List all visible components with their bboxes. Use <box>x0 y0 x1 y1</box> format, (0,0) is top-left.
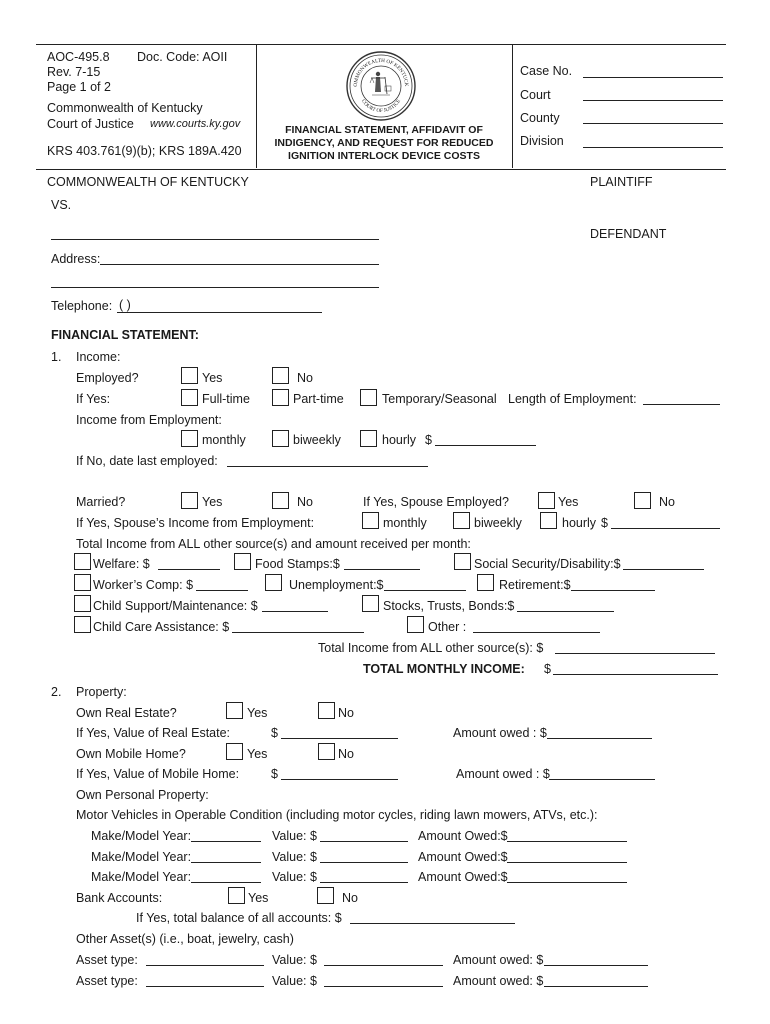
form-number: AOC-495.8 <box>47 50 110 64</box>
total-balance-label: If Yes, total balance of all accounts: $ <box>136 911 342 925</box>
asset-2-value-label: Value: $ <box>272 974 317 988</box>
length-of-employment-label: Length of Employment: <box>508 392 637 406</box>
asset-1-value-field[interactable] <box>324 965 443 966</box>
other-source-checkbox[interactable] <box>407 616 424 633</box>
address-field-line-1[interactable] <box>100 264 379 265</box>
defendant-name-field[interactable] <box>51 239 379 240</box>
workers-comp-amount-field[interactable] <box>196 590 248 591</box>
form-title-line-1: FINANCIAL STATEMENT, AFFIDAVIT OF <box>285 124 483 136</box>
spouse-income-monthly-checkbox[interactable] <box>362 512 379 529</box>
court-label: Court <box>520 88 551 102</box>
bank-accounts-yes-checkbox[interactable] <box>228 887 245 904</box>
financial-statement-heading: FINANCIAL STATEMENT: <box>51 328 199 342</box>
social-security-label: Social Security/Disability:$ <box>474 557 621 571</box>
spouse-income-monthly-label: monthly <box>383 516 427 530</box>
asset-1-amount-owed-label: Amount owed: $ <box>453 953 544 967</box>
spouse-income-amount-field[interactable] <box>611 528 720 529</box>
spouse-employed-yes-label: Yes <box>558 495 579 509</box>
vehicle-2-make-model-label: Make/Model Year: <box>91 850 192 864</box>
spouse-employed-no-label: No <box>659 495 675 509</box>
retirement-label: Retirement:$ <box>499 578 571 592</box>
mobile-home-no-label: No <box>338 747 354 761</box>
telephone-field[interactable] <box>117 312 322 313</box>
employed-yes-label: Yes <box>202 371 223 385</box>
address-field-line-2[interactable] <box>51 287 379 288</box>
spouse-employed-no-checkbox[interactable] <box>634 492 651 509</box>
other-source-field[interactable] <box>473 632 600 633</box>
income-monthly-label: monthly <box>202 433 246 447</box>
asset-2-value-field[interactable] <box>324 986 443 987</box>
workers-comp-checkbox[interactable] <box>74 574 91 591</box>
vehicle-3-value-label: Value: $ <box>272 870 317 884</box>
total-all-other-amount-field[interactable] <box>555 653 715 654</box>
vehicle-3-amount-owed-field[interactable] <box>507 882 627 883</box>
income-biweekly-label: biweekly <box>293 433 341 447</box>
page-number: Page 1 of 2 <box>47 80 111 94</box>
division-field[interactable] <box>583 147 723 148</box>
married-yes-checkbox[interactable] <box>181 492 198 509</box>
spouse-income-biweekly-checkbox[interactable] <box>453 512 470 529</box>
own-real-estate-label: Own Real Estate? <box>76 706 177 720</box>
social-security-checkbox[interactable] <box>454 553 471 570</box>
length-of-employment-field[interactable] <box>643 404 720 405</box>
income-biweekly-checkbox[interactable] <box>272 430 289 447</box>
section-1-number: 1. <box>51 350 62 364</box>
vehicle-2-amount-owed-field[interactable] <box>507 862 627 863</box>
vehicle-3-amount-owed-label: Amount Owed:$ <box>418 870 508 884</box>
vehicle-1-make-model-field[interactable] <box>191 841 261 842</box>
value-real-estate-label: If Yes, Value of Real Estate: <box>76 726 231 740</box>
svg-text:COMMONWEALTH OF KENTUCKY: OMMONWEALTH OF KENTUCK <box>352 57 410 87</box>
other-assets-label: Other Asset(s) (i.e., boat, jewelry, cash) <box>76 932 294 946</box>
mobile-home-amount-owed-field[interactable] <box>549 779 655 780</box>
married-yes-label: Yes <box>202 495 223 509</box>
header-divider-right <box>512 44 513 168</box>
vehicle-3-make-model-label: Make/Model Year: <box>91 870 192 884</box>
stocks-trusts-bonds-amount-field[interactable] <box>517 611 614 612</box>
welfare-amount-field[interactable] <box>158 569 220 570</box>
child-support-amount-field[interactable] <box>262 611 328 612</box>
spouse-income-label: If Yes, Spouse’s Income from Employment: <box>76 516 315 530</box>
real-estate-amount-owed-label: Amount owed : $ <box>453 726 547 740</box>
motor-vehicles-label: Motor Vehicles in Operable Condition (including motor cycles, riding lawn mowers, ATVs, etc.): <box>76 808 598 822</box>
employed-yes-checkbox[interactable] <box>181 367 198 384</box>
spouse-income-dollar-sign: $ <box>601 516 608 530</box>
value-real-estate-field[interactable] <box>281 738 398 739</box>
case-number-label: Case No. <box>520 64 573 78</box>
employed-no-checkbox[interactable] <box>272 367 289 384</box>
vehicle-1-value-label: Value: $ <box>272 829 317 843</box>
married-no-label: No <box>297 495 313 509</box>
vehicle-3-make-model-field[interactable] <box>191 882 261 883</box>
section-1-title: Income: <box>76 350 121 364</box>
bank-accounts-yes-label: Yes <box>248 891 269 905</box>
defendant-label: DEFENDANT <box>590 227 667 241</box>
kentucky-seal-icon <box>345 50 417 122</box>
asset-1-value-label: Value: $ <box>272 953 317 967</box>
case-number-field[interactable] <box>583 77 723 78</box>
spouse-employed-yes-checkbox[interactable] <box>538 492 555 509</box>
vehicle-1-amount-owed-label: Amount Owed:$ <box>418 829 508 843</box>
bank-accounts-no-label: No <box>342 891 358 905</box>
real-estate-yes-label: Yes <box>247 706 268 720</box>
full-time-checkbox[interactable] <box>181 389 198 406</box>
section-2-number: 2. <box>51 685 62 699</box>
mobile-home-yes-label: Yes <box>247 747 268 761</box>
temporary-seasonal-label: Temporary/Seasonal <box>382 392 497 406</box>
income-dollar-sign: $ <box>425 433 432 447</box>
stocks-trusts-bonds-label: Stocks, Trusts, Bonds:$ <box>383 599 515 613</box>
value-mobile-home-label: If Yes, Value of Mobile Home: <box>76 767 240 781</box>
retirement-checkbox[interactable] <box>477 574 494 591</box>
stocks-trusts-bonds-checkbox[interactable] <box>362 595 379 612</box>
income-from-employment-label: Income from Employment: <box>76 413 222 427</box>
total-monthly-income-label: TOTAL MONTHLY INCOME: <box>363 662 525 676</box>
vehicle-1-amount-owed-field[interactable] <box>507 841 627 842</box>
food-stamps-amount-field[interactable] <box>344 569 420 570</box>
total-monthly-income-dollar: $ <box>544 662 551 676</box>
spouse-income-hourly-checkbox[interactable] <box>540 512 557 529</box>
social-security-amount-field[interactable] <box>623 569 704 570</box>
form-title-line-3: IGNITION INTERLOCK DEVICE COSTS <box>288 150 480 162</box>
vehicle-2-value-label: Value: $ <box>272 850 317 864</box>
workers-comp-label: Worker’s Comp: $ <box>93 578 194 592</box>
welfare-label: Welfare: $ <box>93 557 150 571</box>
temporary-seasonal-checkbox[interactable] <box>360 389 377 406</box>
mobile-home-amount-owed-label: Amount owed : $ <box>456 767 550 781</box>
unemployment-amount-field[interactable] <box>384 590 466 591</box>
telephone-label: Telephone: <box>51 299 113 313</box>
value-mobile-home-field[interactable] <box>281 779 398 780</box>
doc-code: Doc. Code: AOII <box>137 50 228 64</box>
welfare-checkbox[interactable] <box>74 553 91 570</box>
real-estate-no-label: No <box>338 706 354 720</box>
asset-2-amount-owed-field[interactable] <box>544 986 648 987</box>
if-yes-label: If Yes: <box>76 392 111 406</box>
telephone-area-code: ( ) <box>119 298 131 312</box>
total-monthly-income-field[interactable] <box>553 674 718 675</box>
vehicle-1-value-field[interactable] <box>320 841 408 842</box>
bank-accounts-no-checkbox[interactable] <box>317 887 334 904</box>
income-hourly-label: hourly <box>382 433 417 447</box>
asset-2-type-label: Asset type: <box>76 974 138 988</box>
unemployment-checkbox[interactable] <box>265 574 282 591</box>
unemployment-label: Unemployment:$ <box>289 578 384 592</box>
child-care-amount-field[interactable] <box>232 632 364 633</box>
part-time-label: Part-time <box>293 392 344 406</box>
retirement-amount-field[interactable] <box>571 590 655 591</box>
division-label: Division <box>520 134 564 148</box>
total-other-sources-label: Total Income from ALL other source(s) and amount received per month: <box>76 537 471 551</box>
vehicle-2-amount-owed-label: Amount Owed:$ <box>418 850 508 864</box>
total-balance-field[interactable] <box>350 923 515 924</box>
total-all-other-label: Total Income from ALL other source(s): $ <box>318 641 544 655</box>
married-label: Married? <box>76 495 126 509</box>
spouse-income-hourly-label: hourly <box>562 516 597 530</box>
asset-1-type-field[interactable] <box>146 965 264 966</box>
plaintiff-label: PLAINTIFF <box>590 175 653 189</box>
employed-no-label: No <box>297 371 313 385</box>
food-stamps-checkbox[interactable] <box>234 553 251 570</box>
other-source-label: Other : <box>428 620 467 634</box>
section-2-title: Property: <box>76 685 127 699</box>
married-no-checkbox[interactable] <box>272 492 289 509</box>
value-real-estate-dollar: $ <box>271 726 278 740</box>
svg-text:COURT OF JUSTICE: COURT OF JUSTICE <box>359 98 403 115</box>
statute-reference: KRS 403.761(9)(b); KRS 189A.420 <box>47 144 242 158</box>
vehicle-2-value-field[interactable] <box>320 862 408 863</box>
part-time-checkbox[interactable] <box>272 389 289 406</box>
county-field[interactable] <box>583 123 723 124</box>
address-label: Address: <box>51 252 101 266</box>
value-mobile-home-dollar: $ <box>271 767 278 781</box>
income-hourly-checkbox[interactable] <box>360 430 377 447</box>
asset-2-amount-owed-label: Amount owed: $ <box>453 974 544 988</box>
court-field[interactable] <box>583 100 723 101</box>
commonwealth-label: Commonwealth of Kentucky <box>47 101 203 115</box>
versus-label: VS. <box>51 198 72 212</box>
form-title-line-2: INDIGENCY, AND REQUEST FOR REDUCED <box>274 137 494 149</box>
real-estate-no-checkbox[interactable] <box>318 702 335 719</box>
full-time-label: Full-time <box>202 392 250 406</box>
mobile-home-yes-checkbox[interactable] <box>226 743 243 760</box>
court-of-justice-label: Court of Justice <box>47 117 134 131</box>
county-label: County <box>520 111 560 125</box>
vehicle-2-make-model-field[interactable] <box>191 862 261 863</box>
vehicle-1-make-model-label: Make/Model Year: <box>91 829 192 843</box>
mobile-home-no-checkbox[interactable] <box>318 743 335 760</box>
real-estate-yes-checkbox[interactable] <box>226 702 243 719</box>
date-last-employed-field[interactable] <box>227 466 428 467</box>
child-support-checkbox[interactable] <box>74 595 91 612</box>
asset-2-type-field[interactable] <box>146 986 264 987</box>
food-stamps-label: Food Stamps:$ <box>255 557 340 571</box>
vehicle-3-value-field[interactable] <box>320 882 408 883</box>
income-amount-field[interactable] <box>435 445 536 446</box>
own-mobile-home-label: Own Mobile Home? <box>76 747 186 761</box>
employed-label: Employed? <box>76 371 139 385</box>
spouse-employed-label: If Yes, Spouse Employed? <box>363 495 509 509</box>
asset-1-type-label: Asset type: <box>76 953 138 967</box>
child-support-label: Child Support/Maintenance: $ <box>93 599 258 613</box>
own-personal-property-label: Own Personal Property: <box>76 788 209 802</box>
bank-accounts-label: Bank Accounts: <box>76 891 163 905</box>
real-estate-amount-owed-field[interactable] <box>547 738 652 739</box>
spouse-income-biweekly-label: biweekly <box>474 516 522 530</box>
commonwealth-caption: COMMONWEALTH OF KENTUCKY <box>47 175 249 189</box>
asset-1-amount-owed-field[interactable] <box>544 965 648 966</box>
child-care-label: Child Care Assistance: $ <box>93 620 230 634</box>
income-monthly-checkbox[interactable] <box>181 430 198 447</box>
revision: Rev. 7-15 <box>47 65 101 79</box>
date-last-employed-label: If No, date last employed: <box>76 454 218 468</box>
website-link[interactable]: www.courts.ky.gov <box>150 118 241 130</box>
child-care-checkbox[interactable] <box>74 616 91 633</box>
